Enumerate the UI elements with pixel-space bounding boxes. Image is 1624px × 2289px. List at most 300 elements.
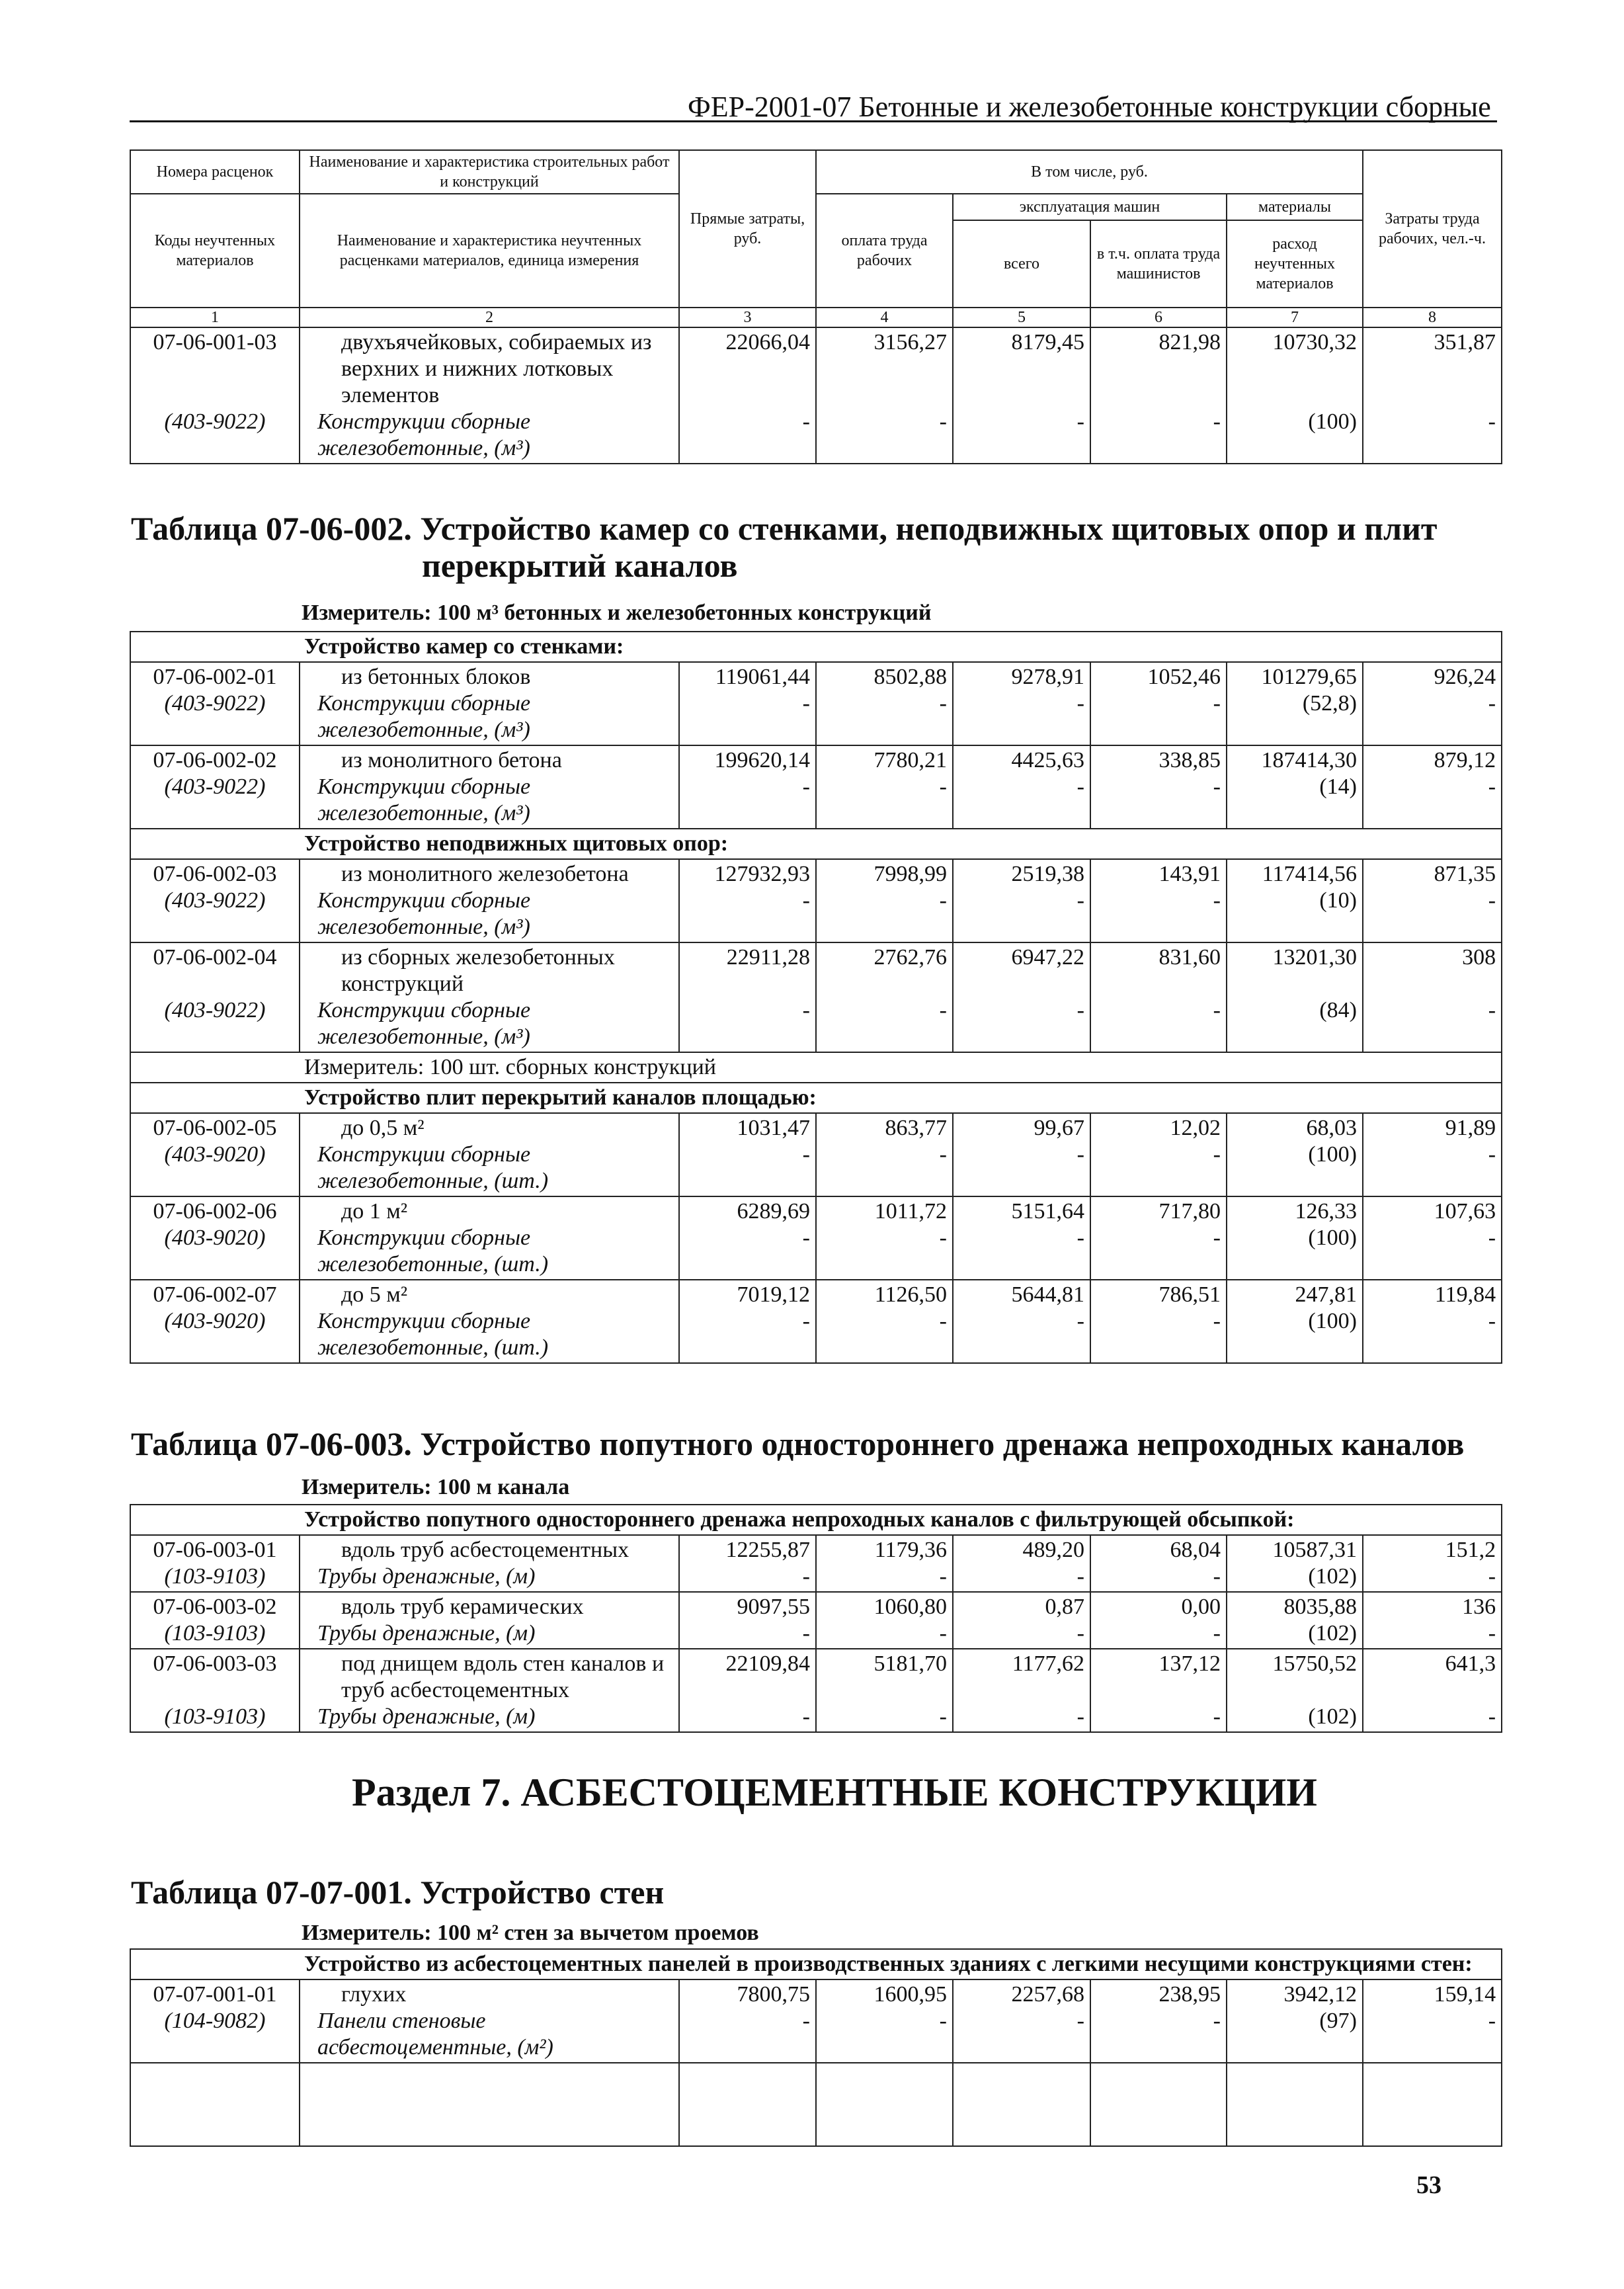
material-value: -: [939, 2009, 947, 2033]
rate-value: 99,67: [1034, 1116, 1084, 1140]
material-value: -: [1213, 691, 1221, 716]
material-value: -: [1488, 1564, 1496, 1589]
material-code: (103-9103): [164, 1564, 266, 1589]
name-cell: [300, 1649, 679, 1732]
table-heading: Таблица 07-07-001. Устройство стен: [131, 1874, 665, 1911]
value-cell: [953, 327, 1090, 464]
material-value: -: [1076, 409, 1084, 434]
material-value: (100): [1308, 1226, 1357, 1250]
rate-value: 68,03: [1306, 1116, 1357, 1140]
rate-value: 831,60: [1158, 945, 1221, 970]
rate-value: 8035,88: [1283, 1595, 1357, 1619]
value-cell: [953, 1535, 1090, 1592]
material-value: -: [939, 409, 947, 434]
value-cell: [1227, 1979, 1363, 2063]
value-cell: [1363, 1196, 1502, 1280]
rate-code: 07-06-003-01: [153, 1538, 277, 1562]
rate-value: 143,91: [1158, 862, 1221, 886]
code-cell: [130, 859, 300, 942]
rate-value: 0,00: [1181, 1595, 1221, 1619]
labor-pay: 3156,27: [873, 330, 947, 354]
rate-value: 107,63: [1434, 1199, 1496, 1224]
value-cell: [1227, 662, 1363, 745]
code-cell: [130, 327, 300, 464]
rate-value: 1060,80: [873, 1595, 947, 1619]
material-value: (102): [1308, 1564, 1357, 1589]
work-name: под днищем вдоль стен каналов и труб асбестоцементных: [341, 1651, 665, 1702]
code-cell: [130, 745, 300, 829]
blank-cell: [816, 2063, 953, 2146]
value-cell: [816, 1979, 953, 2063]
col-number: 4: [816, 308, 953, 327]
code-cell: [130, 1196, 300, 1280]
rate-value: 1011,72: [874, 1199, 947, 1224]
rate-code: 07-06-002-03: [153, 862, 277, 886]
rate-value: 6289,69: [737, 1199, 810, 1224]
col5-header: всего: [953, 220, 1090, 308]
material-name: Трубы дренажные, (м): [317, 1564, 536, 1589]
table-row: [130, 1592, 1502, 1649]
rate-value: 717,80: [1158, 1199, 1221, 1224]
material-value: (97): [1319, 2009, 1357, 2033]
page-number: 53: [1416, 2171, 1441, 2199]
table-row: [130, 1113, 1502, 1196]
value-cell: [953, 942, 1090, 1052]
value-cell: [679, 327, 816, 464]
table-row: [130, 662, 1502, 745]
value-cell: [1227, 1592, 1363, 1649]
material-value: -: [1213, 998, 1221, 1022]
code-cell: [130, 1113, 300, 1196]
rate-value: 117414,56: [1262, 862, 1357, 886]
col-number: 7: [1227, 308, 1363, 327]
work-name: вдоль труб керамических: [341, 1595, 584, 1619]
group-label: Измеритель: 100 шт. сборных конструкций: [130, 1052, 1502, 1083]
work-name: до 5 м²: [341, 1282, 408, 1307]
col-number: 3: [679, 308, 816, 327]
value-cell: [1363, 1113, 1502, 1196]
rate-value: 187414,30: [1261, 748, 1357, 772]
material-value: -: [802, 888, 810, 913]
rate-value: 308: [1462, 945, 1496, 970]
material-value: -: [1488, 774, 1496, 799]
rate-value: 5151,64: [1011, 1199, 1084, 1224]
rate-value: 863,77: [885, 1116, 947, 1140]
material-value: (84): [1319, 998, 1357, 1022]
table-row: [130, 942, 1502, 1052]
rate-value: 7019,12: [737, 1282, 810, 1307]
value-cell: [679, 942, 816, 1052]
work-name: глухих: [341, 1982, 407, 2007]
materials-cost: 10730,32: [1272, 330, 1357, 354]
material-value: -: [939, 1309, 947, 1333]
value-cell: [679, 1535, 816, 1592]
material-code: (103-9103): [164, 1704, 266, 1729]
measure-unit: Измеритель: 100 м² стен за вычетом проемов: [302, 1921, 759, 1945]
rate-value: 7780,21: [873, 748, 947, 772]
value-cell: [1363, 942, 1502, 1052]
rate-code: 07-06-002-02: [153, 748, 277, 772]
rate-code: 07-06-002-04: [153, 945, 277, 970]
material-name: Конструкции сборные железобетонные, (м³): [317, 691, 531, 742]
code-cell: [130, 1535, 300, 1592]
value-cell: [1363, 1280, 1502, 1363]
rate-value: 5181,70: [873, 1651, 947, 1676]
material-value: -: [1076, 888, 1084, 913]
material-value: -: [939, 1704, 947, 1729]
work-name: из монолитного бетона: [341, 748, 562, 772]
material-value: -: [1488, 1704, 1496, 1729]
value-cell: [816, 662, 953, 745]
rate-value: 1179,36: [874, 1538, 947, 1562]
rate-value: 151,2: [1445, 1538, 1496, 1562]
material-code: (403-9022): [164, 774, 266, 799]
material-code: (403-9022): [164, 888, 266, 913]
rate-value: 101279,65: [1261, 665, 1357, 689]
material-code: (403-9022): [164, 691, 266, 716]
material-value: -: [802, 1704, 810, 1729]
rate-value: 68,04: [1170, 1538, 1221, 1562]
rate-code: 07-06-001-03: [153, 330, 277, 354]
value-cell: [679, 745, 816, 829]
material-value: -: [1213, 1621, 1221, 1645]
material-name: Конструкции сборные железобетонные, (шт.): [317, 1226, 549, 1276]
group-label: Устройство неподвижных щитовых опор:: [130, 829, 1502, 859]
material-value: -: [1213, 1564, 1221, 1589]
col4-header: оплата труда рабочих: [816, 194, 953, 308]
name-cell: [300, 942, 679, 1052]
value-cell: [1090, 1535, 1227, 1592]
material-code: (403-9020): [164, 1226, 266, 1250]
rate-value: 0,87: [1045, 1595, 1084, 1619]
material-value: -: [802, 1142, 810, 1167]
code-cell: [130, 1592, 300, 1649]
blank-cell: [953, 2063, 1090, 2146]
rate-value: 1177,62: [1012, 1651, 1084, 1676]
value-cell: [1090, 1196, 1227, 1280]
rate-value: 238,95: [1158, 1982, 1221, 2007]
value-cell: [1363, 745, 1502, 829]
name-cell: [300, 1280, 679, 1363]
col-number: 1: [130, 308, 300, 327]
value-cell: [1227, 942, 1363, 1052]
rate-value: 8502,88: [873, 665, 947, 689]
material-value: -: [1213, 774, 1221, 799]
blank-cell: [130, 2063, 300, 2146]
name-cell: [300, 1535, 679, 1592]
machines-header: эксплуатация машин: [953, 194, 1227, 220]
value-cell: [1227, 745, 1363, 829]
material-value: (100): [1308, 1142, 1357, 1167]
material-value: -: [1488, 888, 1496, 913]
rate-value: 2519,38: [1011, 862, 1084, 886]
rate-value: 786,51: [1158, 1282, 1221, 1307]
value-cell: [816, 1592, 953, 1649]
table-row: [130, 1535, 1502, 1592]
name-cell: [300, 662, 679, 745]
material-value: -: [1076, 1309, 1084, 1333]
value-cell: [953, 1280, 1090, 1363]
material-value: -: [1213, 1226, 1221, 1250]
material-name: Конструкции сборные железобетонные, (м³): [317, 409, 531, 460]
table-row: [130, 1979, 1502, 2063]
table-row: [130, 1649, 1502, 1732]
material-code: (103-9103): [164, 1621, 266, 1645]
material-value: -: [1076, 1564, 1084, 1589]
rate-code: 07-07-001-01: [153, 1982, 277, 2007]
group-label: Устройство из асбестоцементных панелей в производственных зданиях с легкими несущими конструкциями стен:: [130, 1949, 1502, 1979]
col2-top-header: Наименование и характеристика строительных работ и конструкций: [300, 150, 679, 194]
col3-header: Прямые затраты, руб.: [679, 150, 816, 308]
rate-value: 7800,75: [737, 1982, 810, 2007]
value-cell: [816, 327, 953, 464]
col8-header: Затраты труда рабочих, чел.-ч.: [1363, 150, 1502, 308]
value-cell: [679, 662, 816, 745]
blank-cell: [1090, 2063, 1227, 2146]
code-cell: [130, 1979, 300, 2063]
group-row: [130, 632, 1502, 662]
material-value: -: [939, 1621, 947, 1645]
table-heading-line1: Таблица 07-06-002. Устройство камер со стенками, неподвижных щитовых опор и плит: [131, 510, 1438, 547]
blank-row: [130, 2063, 1502, 2146]
material-value: -: [1213, 1704, 1221, 1729]
name-cell: [300, 327, 679, 464]
group-row: [130, 1949, 1502, 1979]
rate-value: 22911,28: [726, 945, 810, 970]
name-cell: [300, 1592, 679, 1649]
rate-value: 127932,93: [714, 862, 810, 886]
value-cell: [1090, 942, 1227, 1052]
col1-top-header: Номера расценок: [130, 150, 300, 194]
direct-cost: 22066,04: [725, 330, 810, 354]
material-value: -: [1488, 409, 1496, 434]
material-name: Конструкции сборные железобетонные, (м³): [317, 888, 531, 939]
rate-value: 3942,12: [1283, 1982, 1357, 2007]
material-value: -: [1076, 1142, 1084, 1167]
value-cell: [1227, 859, 1363, 942]
material-value: -: [1076, 998, 1084, 1022]
rate-value: 338,85: [1158, 748, 1221, 772]
value-cell: [1363, 327, 1502, 464]
page-header: ФЕР-2001-07 Бетонные и железобетонные конструкции сборные: [688, 91, 1491, 123]
rate-value: 871,35: [1434, 862, 1496, 886]
material-name: Конструкции сборные железобетонные, (м³): [317, 774, 531, 825]
col2-bottom-header: Наименование и характеристика неучтенных расценками материалов, единица измерения: [300, 194, 679, 308]
code-cell: [130, 942, 300, 1052]
col-number: 2: [300, 308, 679, 327]
value-cell: [1363, 1649, 1502, 1732]
rate-value: 9097,55: [737, 1595, 810, 1619]
material-value: -: [802, 1226, 810, 1250]
value-cell: [1227, 1196, 1363, 1280]
value-cell: [1227, 1113, 1363, 1196]
value-cell: [953, 1113, 1090, 1196]
work-name: до 1 м²: [341, 1199, 408, 1224]
material-value: -: [939, 1142, 947, 1167]
value-cell: [816, 1649, 953, 1732]
table-row: [130, 745, 1502, 829]
material-code: (104-9082): [164, 2009, 266, 2033]
col7-header: расход неучтенных материалов: [1227, 220, 1363, 308]
rate-value: 247,81: [1295, 1282, 1357, 1307]
value-cell: [679, 859, 816, 942]
value-cell: [1227, 1280, 1363, 1363]
name-cell: [300, 859, 679, 942]
material-value: -: [802, 409, 810, 434]
material-value: -: [1213, 409, 1221, 434]
table-07-07-001: [130, 1948, 1502, 2147]
work-name: двухъячейковых, собираемых из верхних и нижних лотковых элементов: [341, 330, 652, 407]
material-value: -: [802, 691, 810, 716]
value-cell: [679, 1979, 816, 2063]
value-cell: [679, 1113, 816, 1196]
name-cell: [300, 745, 679, 829]
value-cell: [1090, 1649, 1227, 1732]
material-value: -: [939, 998, 947, 1022]
rate-value: 199620,14: [714, 748, 810, 772]
blank-cell: [1363, 2063, 1502, 2146]
value-cell: [1363, 1979, 1502, 2063]
material-name: Конструкции сборные железобетонные, (шт.): [317, 1142, 549, 1193]
value-cell: [1363, 662, 1502, 745]
rate-value: 12255,87: [725, 1538, 810, 1562]
blank-cell: [679, 2063, 816, 2146]
value-cell: [816, 1280, 953, 1363]
material-value: -: [1213, 1309, 1221, 1333]
rate-value: 13201,30: [1272, 945, 1357, 970]
measure-unit: Измеритель: 100 м³ бетонных и железобетонных конструкций: [302, 601, 932, 625]
value-cell: [1227, 1535, 1363, 1592]
rate-value: 926,24: [1434, 665, 1496, 689]
top-table: [130, 149, 1502, 464]
materials-header: материалы: [1227, 194, 1363, 220]
material-value: -: [1488, 1621, 1496, 1645]
material-value: -: [1488, 1309, 1496, 1333]
value-cell: [1363, 1535, 1502, 1592]
col-number: 8: [1363, 308, 1502, 327]
header-rule: [130, 120, 1497, 122]
rate-value: 489,20: [1022, 1538, 1084, 1562]
material-value: (102): [1308, 1621, 1357, 1645]
col-number: 5: [953, 308, 1090, 327]
material-value: -: [802, 1309, 810, 1333]
work-name: из бетонных блоков: [341, 665, 531, 689]
rate-value: 22109,84: [725, 1651, 810, 1676]
material-value: -: [939, 888, 947, 913]
material-name: Конструкции сборные железобетонные, (шт.): [317, 1309, 549, 1360]
rate-value: 119,84: [1434, 1282, 1496, 1307]
material-value: -: [802, 774, 810, 799]
rate-value: 1600,95: [873, 1982, 947, 2007]
material-value: -: [1488, 998, 1496, 1022]
material-value: -: [802, 998, 810, 1022]
rate-code: 07-06-002-07: [153, 1282, 277, 1307]
value-cell: [953, 1196, 1090, 1280]
value-cell: [1227, 1649, 1363, 1732]
rate-value: 119061,44: [715, 665, 810, 689]
in-total-header: В том числе, руб.: [816, 150, 1363, 194]
code-cell: [130, 1280, 300, 1363]
rate-value: 6947,22: [1011, 945, 1084, 970]
work-name: из сборных железобетонных конструкций: [341, 945, 615, 996]
material-value: (102): [1308, 1704, 1357, 1729]
material-value: -: [1076, 774, 1084, 799]
rate-value: 159,14: [1434, 1982, 1496, 2007]
table-row: [130, 1280, 1502, 1363]
measure-unit: Измеритель: 100 м канала: [302, 1475, 570, 1499]
value-cell: [1090, 1592, 1227, 1649]
rate-code: 07-06-002-06: [153, 1199, 277, 1224]
value-cell: [1090, 859, 1227, 942]
blank-cell: [1227, 2063, 1363, 2146]
group-label: Устройство плит перекрытий каналов площадью:: [130, 1083, 1502, 1113]
rate-value: 1031,47: [737, 1116, 810, 1140]
material-code: (403-9020): [164, 1142, 266, 1167]
material-code: (403-9020): [164, 1309, 266, 1333]
table-row: [130, 1196, 1502, 1280]
value-cell: [953, 662, 1090, 745]
rate-value: 137,12: [1158, 1651, 1221, 1676]
material-value: -: [1076, 2009, 1084, 2033]
col1-bottom-header: Коды неучтенных материалов: [130, 194, 300, 308]
material-code: (403-9022): [164, 998, 266, 1022]
rate-value: 136: [1462, 1595, 1496, 1619]
material-value: -: [939, 691, 947, 716]
material-name: Панели стеновые асбестоцементные, (м²): [317, 2009, 553, 2060]
rate-value: 1052,46: [1147, 665, 1221, 689]
group-row: [130, 829, 1502, 859]
rate-value: 2762,76: [873, 945, 947, 970]
group-label: Устройство попутного одностороннего дренажа непроходных каналов с фильтрующей обсыпкой:: [130, 1505, 1502, 1535]
material-value: -: [1488, 691, 1496, 716]
rate-value: 10587,31: [1272, 1538, 1357, 1562]
value-cell: [679, 1592, 816, 1649]
value-cell: [953, 1592, 1090, 1649]
value-cell: [1090, 745, 1227, 829]
table-heading-line2: перекрытий каналов: [422, 547, 738, 584]
material-value: -: [802, 1564, 810, 1589]
value-cell: [1090, 1280, 1227, 1363]
material-value: -: [802, 1621, 810, 1645]
code-cell: [130, 662, 300, 745]
material-value: -: [1076, 1621, 1084, 1645]
name-cell: [300, 1196, 679, 1280]
group-row: [130, 1083, 1502, 1113]
material-value: (10): [1319, 888, 1357, 913]
work-name: из монолитного железобетона: [341, 862, 629, 886]
value-cell: [1090, 662, 1227, 745]
table-row: [130, 859, 1502, 942]
work-name: вдоль труб асбестоцементных: [341, 1538, 629, 1562]
material-value: -: [939, 774, 947, 799]
rate-value: 9278,91: [1011, 665, 1084, 689]
value-cell: [679, 1196, 816, 1280]
material-name: Трубы дренажные, (м): [317, 1704, 536, 1729]
rate-code: 07-06-003-03: [153, 1651, 277, 1676]
machinists-pay: 821,98: [1158, 330, 1221, 354]
work-name: до 0,5 м²: [341, 1116, 425, 1140]
material-value: -: [1076, 1226, 1084, 1250]
value-cell: [679, 1649, 816, 1732]
rate-value: 12,02: [1170, 1116, 1221, 1140]
blank-cell: [300, 2063, 679, 2146]
value-cell: [953, 745, 1090, 829]
group-row: [130, 1505, 1502, 1535]
material-value: (100): [1308, 409, 1357, 434]
rate-value: 2257,68: [1011, 1982, 1084, 2007]
name-cell: [300, 1113, 679, 1196]
value-cell: [1363, 859, 1502, 942]
